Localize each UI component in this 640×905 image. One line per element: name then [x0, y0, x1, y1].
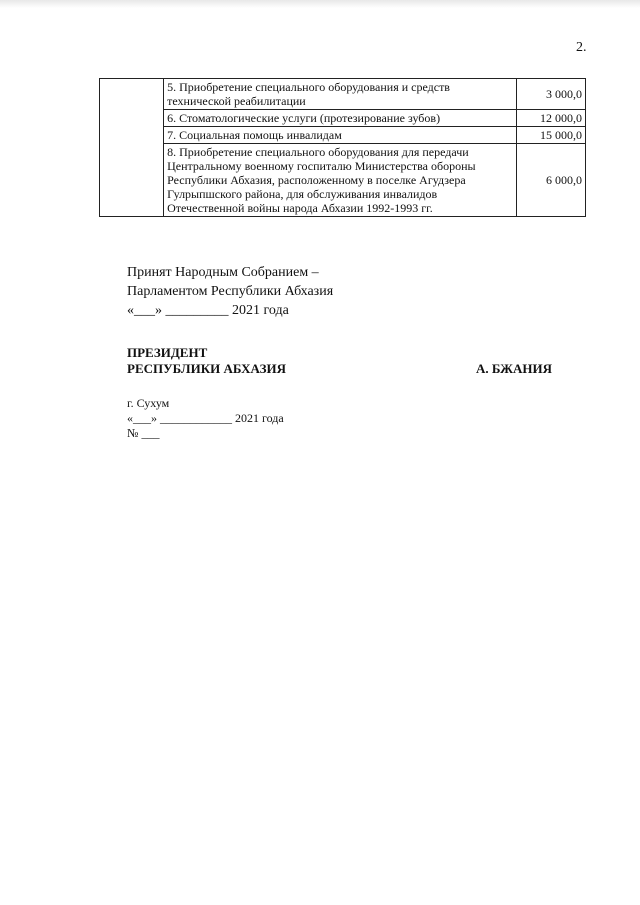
row-description: 8. Приобретение специального оборудования для передачи Центральному военному госпиталю Министерства обороны Республики Абхазия, расположенному в поселке Агудзера Гулрыпшского района, для обслуживания инвалидов Отечественной войны народа Абхазии 1992-1993 гг. [164, 144, 517, 217]
row-amount: 15 000,0 [517, 127, 586, 144]
row-amount: 12 000,0 [517, 110, 586, 127]
document-number: № ___ [127, 426, 160, 440]
signatory-name: А. БЖАНИЯ [476, 361, 553, 376]
place-date-block [127, 396, 284, 441]
president-title-line: РЕСПУБЛИКИ АБХАЗИЯ [127, 361, 286, 376]
table-row [100, 127, 586, 144]
row-amount: 3 000,0 [517, 79, 586, 110]
row-description: 6. Стоматологические услуги (протезирование зубов) [164, 110, 517, 127]
expense-table [99, 78, 586, 217]
president-title-line: ПРЕЗИДЕНТ [127, 345, 208, 360]
adoption-line: Принят Народным Собранием – [127, 265, 319, 280]
president-title [127, 345, 286, 377]
table-row [100, 144, 586, 217]
adoption-date: «___» _________ 2021 года [127, 303, 289, 318]
adoption-block [127, 263, 333, 320]
table-row [100, 79, 586, 110]
signing-date: «___» ____________ 2021 года [127, 411, 284, 425]
row-description: 5. Приобретение специального оборудования и средств технической реабилитации [164, 79, 517, 110]
row-description: 7. Социальная помощь инвалидам [164, 127, 517, 144]
scan-edge-shadow [0, 0, 640, 8]
adoption-line: Парламентом Республики Абхазия [127, 284, 334, 299]
row-amount: 6 000,0 [517, 144, 586, 217]
table-row [100, 110, 586, 127]
blank-cell [100, 79, 164, 217]
city: г. Сухум [127, 396, 170, 410]
page-number: 2. [576, 40, 587, 55]
